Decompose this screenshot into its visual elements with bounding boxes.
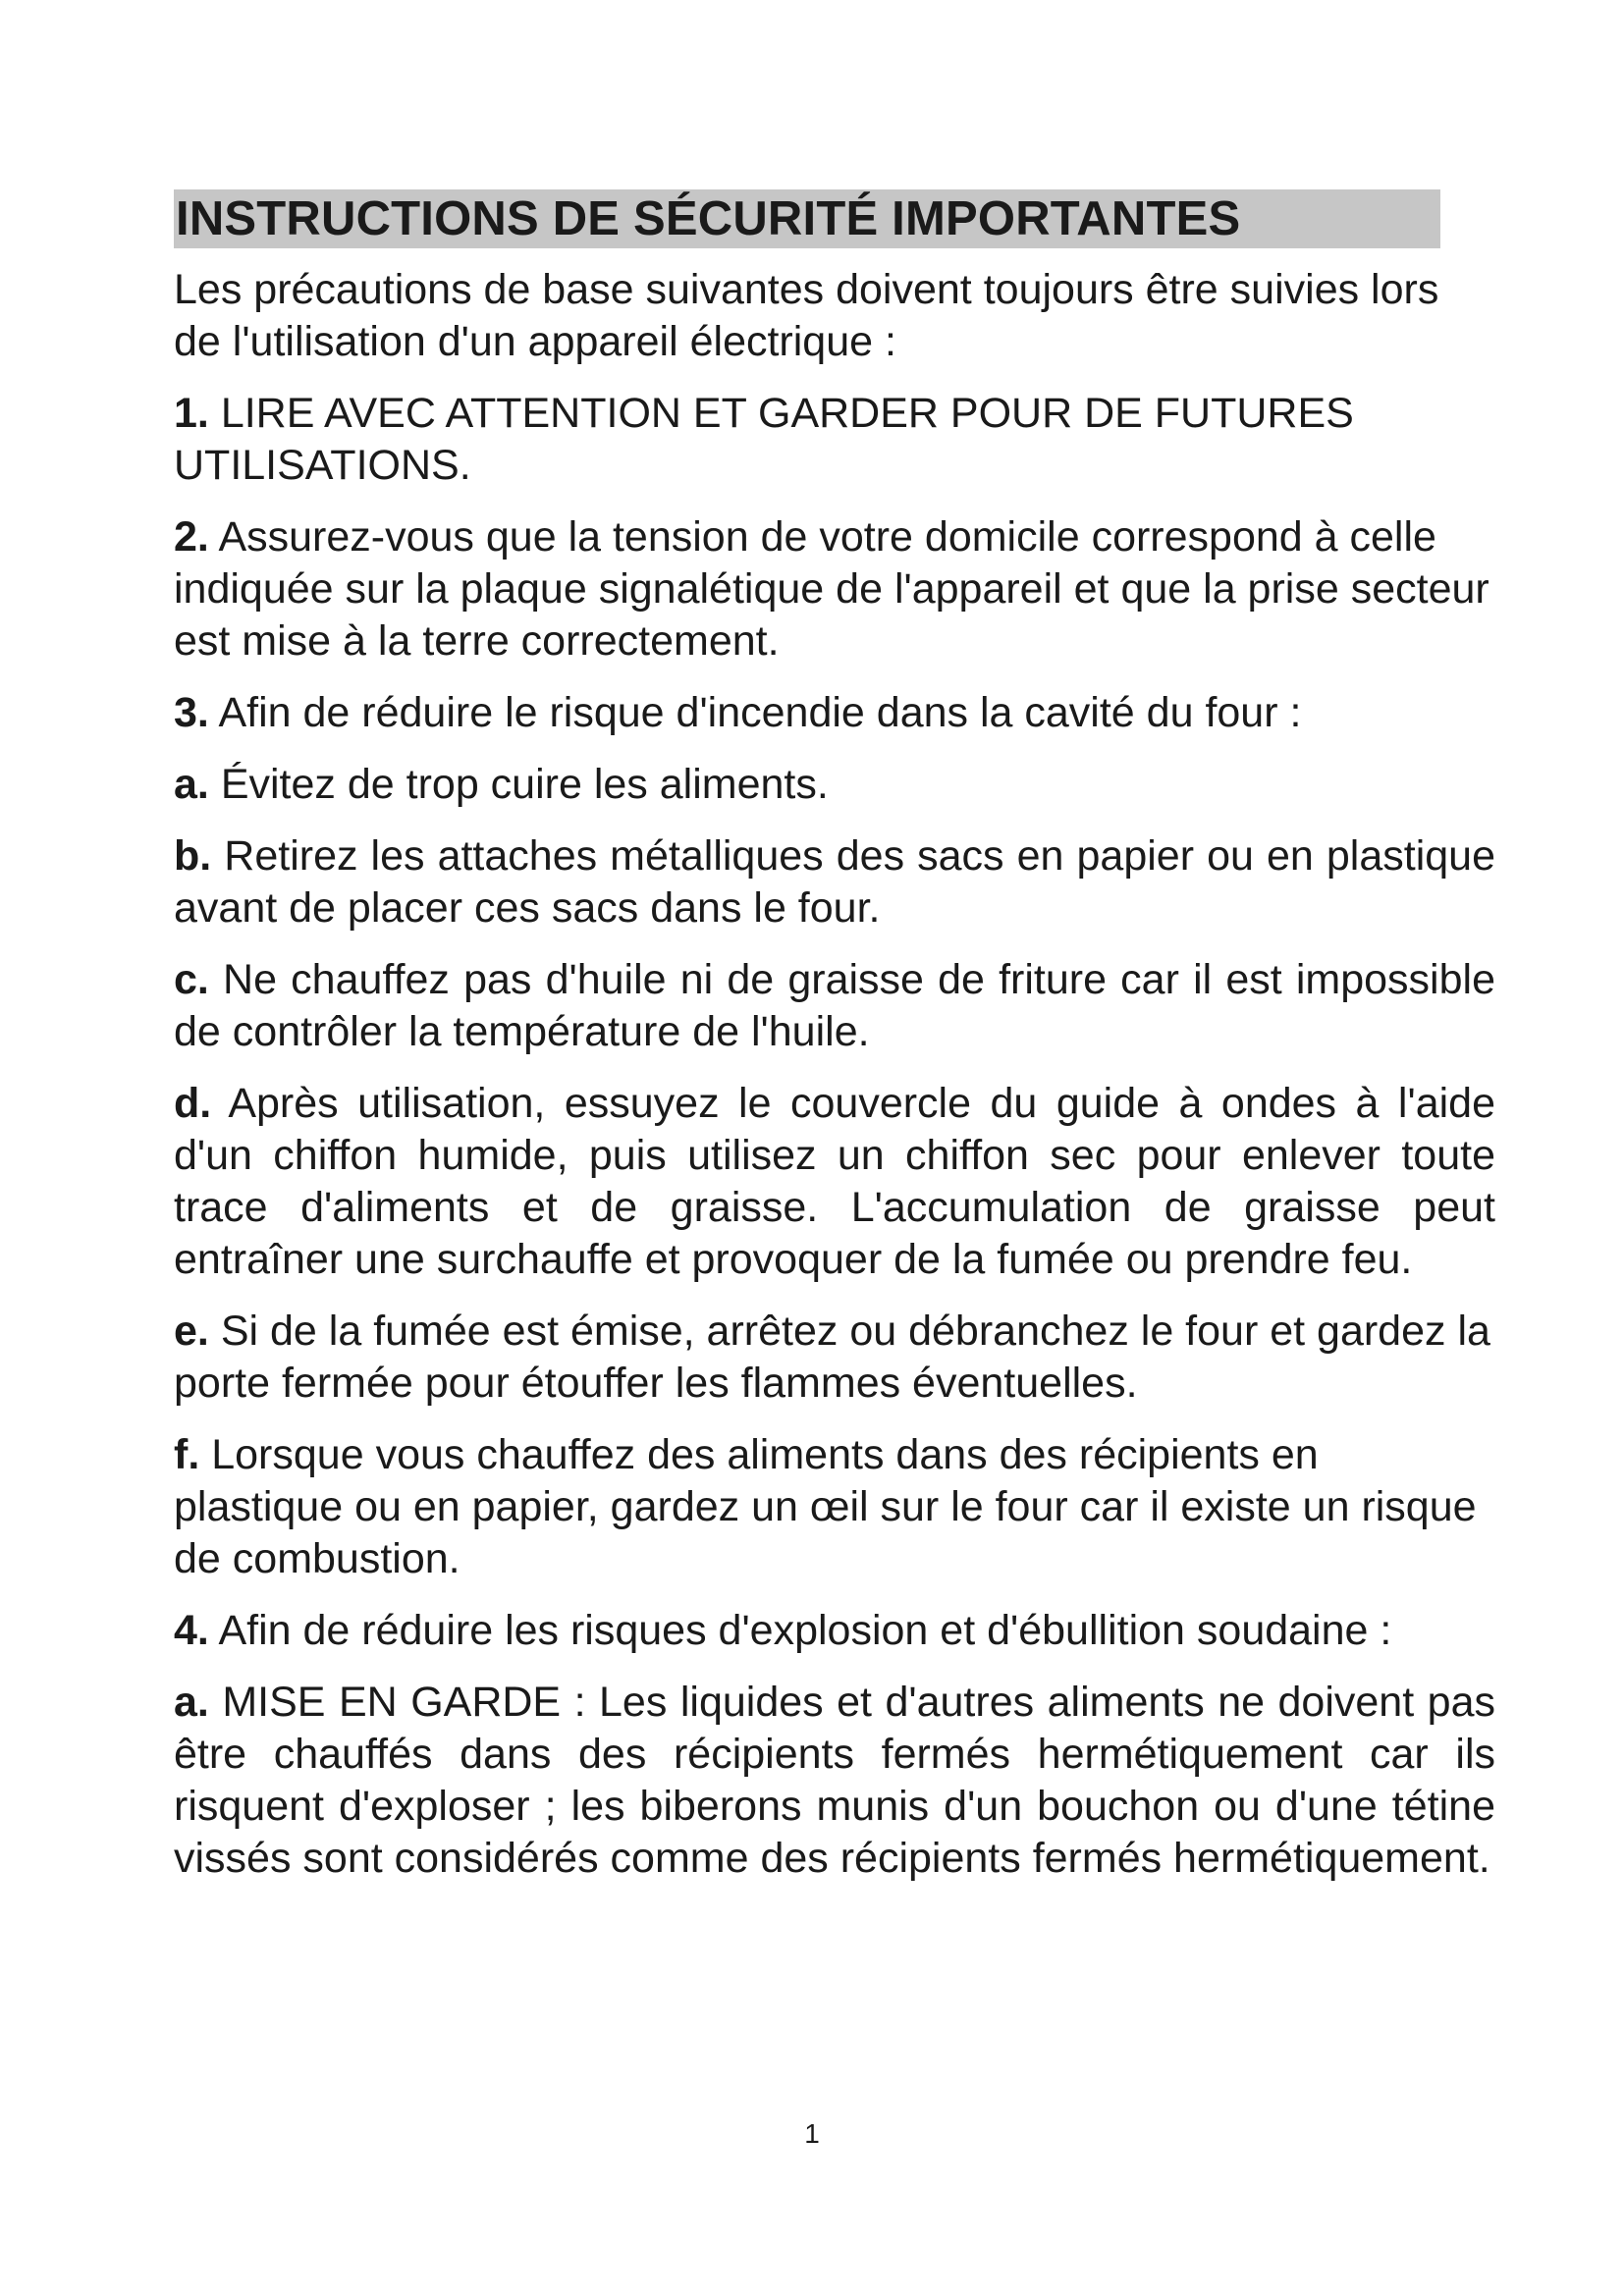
- page-number: 1: [804, 2118, 820, 2149]
- item-text: Après utilisation, essuyez le couvercle du guide à ondes à l'aide d'un chiffon humide, puis utilisez un chiffon sec pour enlever toute trace d'aliments et de graisse. L'accumulation de graisse peut entraîner une surchauffe et provoquer de la fumée ou prendre feu.: [174, 1080, 1495, 1283]
- item-3a: [174, 759, 1495, 811]
- section-title: INSTRUCTIONS DE SÉCURITÉ IMPORTANTES: [174, 189, 1440, 248]
- item-marker: a.: [174, 1679, 209, 1726]
- item-text: Évitez de trop cuire les aliments.: [208, 761, 829, 808]
- item-text: MISE EN GARDE : Les liquides et d'autres aliments ne doivent pas être chauffés dans des récipients fermés hermétiquement car ils risquent d'exploser ; les biberons munis d'un bouchon ou d'une tétine vissés sont considérés comme des récipients fermés hermétiquement.: [174, 1679, 1495, 1882]
- item-3f: [174, 1429, 1495, 1585]
- item-4: [174, 1605, 1495, 1657]
- item-marker: e.: [174, 1308, 209, 1355]
- item-text: Afin de réduire le risque d'incendie dans la cavité du four :: [208, 689, 1302, 736]
- item-marker: 4.: [174, 1607, 209, 1654]
- item-text: Assurez-vous que la tension de votre domicile correspond à celle indiquée sur la plaque signalétique de l'appareil et que la prise secteur est mise à la terre correctement.: [174, 513, 1489, 665]
- item-4a: [174, 1677, 1495, 1885]
- item-3b: [174, 830, 1495, 934]
- item-marker: b.: [174, 832, 212, 880]
- item-marker: 1.: [174, 390, 209, 437]
- item-marker: f.: [174, 1431, 200, 1478]
- item-text: Ne chauffez pas d'huile ni de graisse de friture car il est impossible de contrôler la température de l'huile.: [174, 956, 1495, 1055]
- item-3: [174, 687, 1495, 739]
- item-text: Lorsque vous chauffez des aliments dans des récipients en plastique ou en papier, gardez un œil sur le four car il existe un risque de combustion.: [174, 1431, 1477, 1582]
- item-marker: d.: [174, 1080, 212, 1127]
- item-text: Si de la fumée est émise, arrêtez ou débranchez le four et gardez la porte fermée pour étouffer les flammes éventuelles.: [174, 1308, 1490, 1407]
- item-marker: 2.: [174, 513, 209, 561]
- item-1: [174, 388, 1495, 492]
- item-text: Retirez les attaches métalliques des sacs en papier ou en plastique avant de placer ces sacs dans le four.: [174, 832, 1495, 932]
- item-3e: [174, 1306, 1495, 1410]
- intro-paragraph: Les précautions de base suivantes doivent toujours être suivies lors de l'utilisation d'un appareil électrique :: [174, 266, 1439, 365]
- item-2: [174, 511, 1495, 667]
- item-marker: 3.: [174, 689, 209, 736]
- item-3d: [174, 1078, 1495, 1286]
- item-3c: [174, 954, 1495, 1058]
- item-marker: c.: [174, 956, 209, 1003]
- item-text: LIRE AVEC ATTENTION ET GARDER POUR DE FUTURES UTILISATIONS.: [174, 390, 1354, 489]
- item-text: Afin de réduire les risques d'explosion et d'ébullition soudaine :: [208, 1607, 1392, 1654]
- item-marker: a.: [174, 761, 209, 808]
- document-body: [174, 189, 1495, 1904]
